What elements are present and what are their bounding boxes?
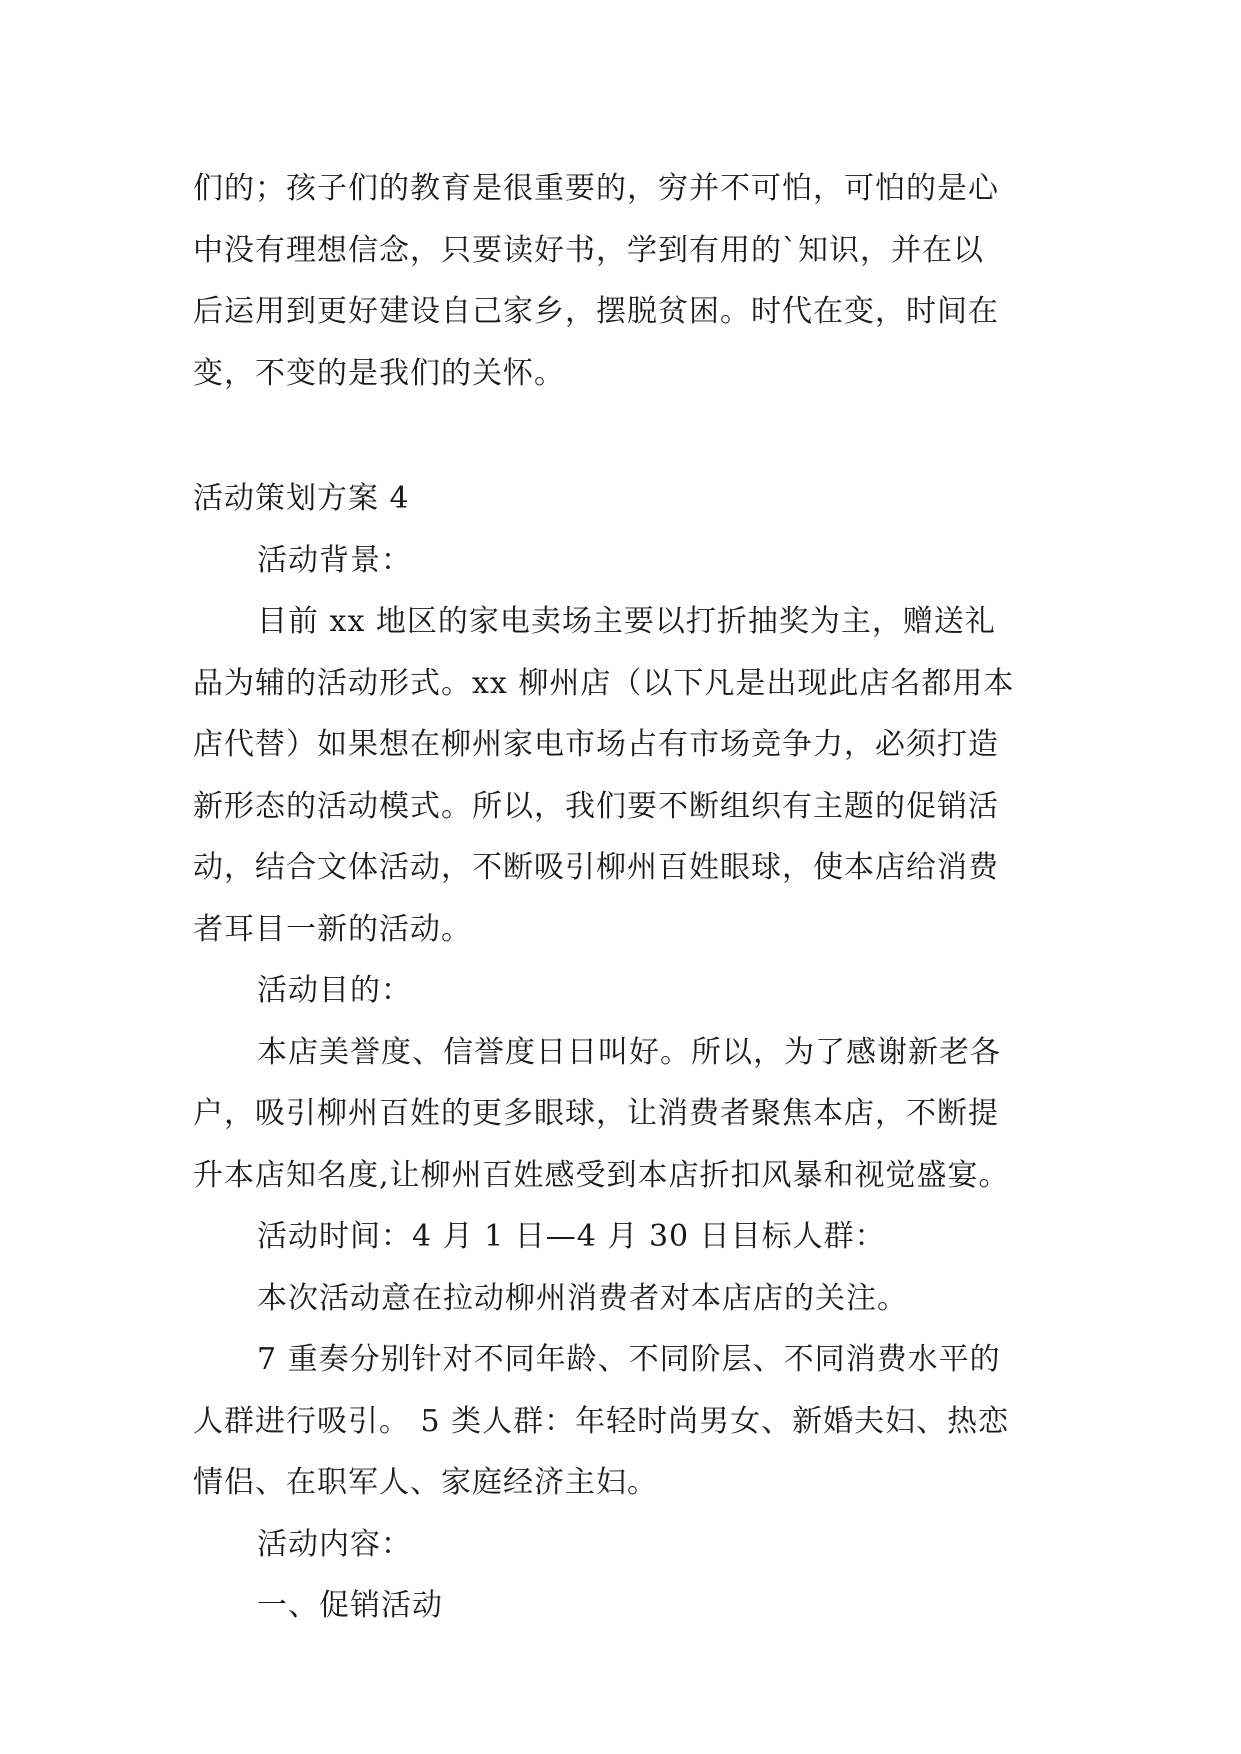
focus-line: 本次活动意在拉动柳州消费者对本店店的关注。 (257, 1280, 908, 1316)
paragraph-line: 们的；孩子们的教育是很重要的，穷并不可怕，可怕的是心 (193, 171, 999, 206)
paragraph-line: 情侣、在职军人、家庭经济主妇。 (193, 1465, 658, 1500)
paragraph-line: 本店美誉度、信誉度日日叫好。所以，为了感谢新老各 (257, 1034, 1001, 1070)
time-line: 活动时间：4 月 1 日—4 月 30 日目标人群： (257, 1219, 886, 1254)
paragraph-line: 者耳目一新的活动。 (193, 911, 472, 947)
paragraph-line: 升本店知名度,让柳州百姓感受到本店折扣风暴和视觉盛宴。 (193, 1157, 1010, 1193)
paragraph-line: 人群进行吸引。 5 类人群：年轻时尚男女、新婚夫妇、热恋 (193, 1403, 1010, 1439)
paragraph-line: 品为辅的活动形式。xx 柳州店（以下凡是出现此店名都用本 (193, 665, 1015, 701)
paragraph-line: 7 重奏分别针对不同年龄、不同阶层、不同消费水平的 (257, 1342, 1001, 1377)
content-heading: 活动内容： (257, 1526, 412, 1562)
section-gap (193, 404, 1063, 468)
paragraph-line: 新形态的活动模式。所以，我们要不断组织有主题的促销活 (193, 788, 999, 824)
paragraph-line: 中没有理想信念，只要读好书，学到有用的`知识，并在以 (193, 232, 984, 268)
document-body (193, 158, 1063, 1637)
list-item-heading: 一、促销活动 (257, 1588, 443, 1623)
paragraph-line: 变，不变的是我们的关怀。 (193, 355, 565, 391)
paragraph-line: 目前 xx 地区的家电卖场主要以打折抽奖为主，赠送礼 (257, 604, 996, 639)
paragraph-line: 店代替）如果想在柳州家电市场占有市场竞争力，必须打造 (193, 727, 999, 762)
paragraph-line: 户，吸引柳州百姓的更多眼球，让消费者聚焦本店，不断提 (193, 1096, 999, 1131)
purpose-heading: 活动目的： (257, 973, 412, 1008)
section-title: 活动策划方案 4 (193, 481, 410, 516)
paragraph-line: 后运用到更好建设自己家乡，摆脱贫困。时代在变，时间在 (193, 294, 999, 329)
background-heading: 活动背景： (257, 542, 412, 578)
paragraph-line: 动，结合文体活动，不断吸引柳州百姓眼球，使本店给消费 (193, 850, 999, 885)
